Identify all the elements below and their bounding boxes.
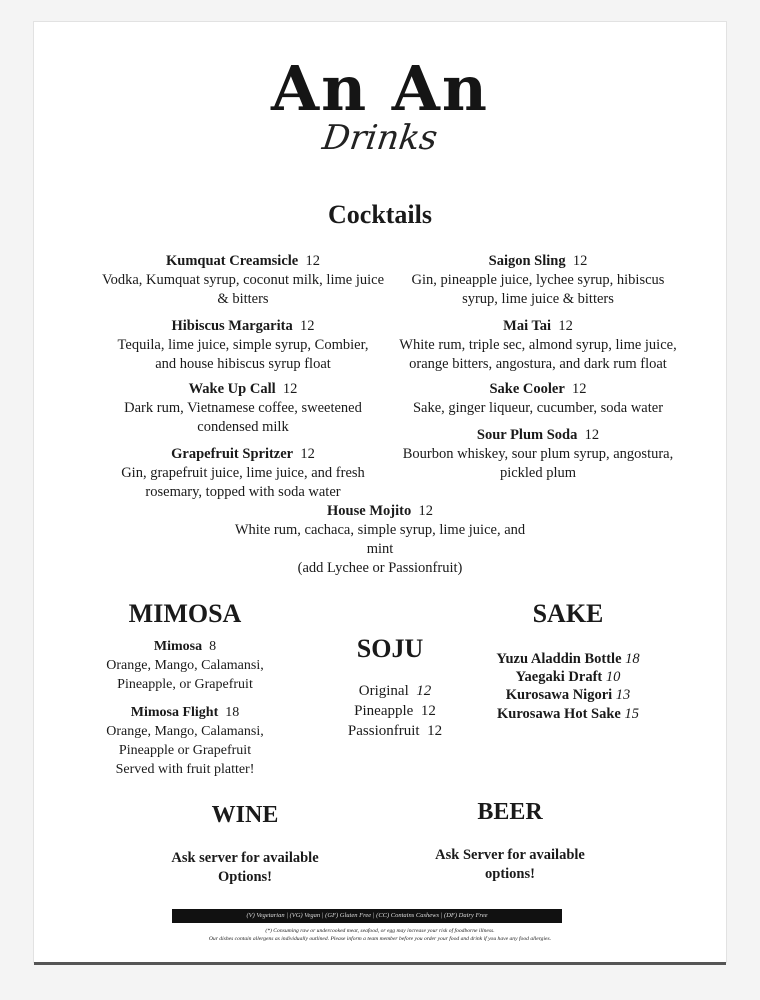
allergen-disclaimer [120, 927, 640, 943]
item-description: mint [366, 541, 394, 557]
item-description: orange bitters, angostura, and dark rum float [409, 356, 667, 372]
item-description: Pineapple or Grapefruit [118, 743, 252, 758]
item-price: 18 [625, 651, 640, 667]
item-description: Sake, ginger liqueur, cucumber, soda water [412, 400, 664, 416]
item-name: Kumquat Creamsicle [166, 253, 299, 269]
item-price: 12 [300, 446, 315, 462]
disclaimer-line: Our dishes contain allergens as individually outlined. Please inform a team member before you order your food and drink if you have any food allergies. [208, 936, 552, 942]
cocktails-title: Cocktails [328, 200, 432, 229]
item-price: 12 [305, 253, 320, 269]
item-name: Passionfruit [347, 723, 420, 739]
item-name: Saigon Sling [488, 253, 566, 269]
menu-item [230, 502, 530, 578]
sake-item [478, 650, 658, 669]
item-description: and house hibiscus syrup float [155, 356, 331, 372]
item-price: 12 [572, 381, 587, 397]
item-price: 12 [558, 318, 573, 334]
menu-item [388, 380, 688, 418]
item-price: 18 [225, 705, 240, 720]
item-description: Gin, pineapple juice, lychee syrup, hibiscus [411, 272, 665, 288]
dietary-legend-bar: (V) Vegetarian | (VG) Vegan | (GF) Gluten Free | (CC) Contains Cashews | (DF) Dairy Free [172, 909, 562, 923]
item-name: Kurosawa Nigori [505, 687, 613, 703]
menu-item [100, 252, 386, 309]
item-name: Yaegaki Draft [515, 669, 603, 685]
note-line: options! [485, 866, 535, 882]
item-description: Served with fruit platter! [115, 762, 255, 777]
item-price: 13 [615, 687, 631, 703]
restaurant-logo: An An [271, 52, 489, 125]
item-description: White rum, cachaca, simple syrup, lime juice, and [234, 522, 526, 538]
soju-item [300, 701, 490, 721]
item-name: Hibiscus Margarita [171, 318, 293, 334]
item-description: Pineapple, or Grapefruit [117, 677, 253, 692]
item-name: Kurosawa Hot Sake [497, 706, 621, 722]
wine-note [140, 849, 350, 887]
beer-note [405, 846, 615, 884]
sake-title: SAKE [532, 599, 604, 628]
item-description: & bitters [217, 291, 269, 307]
item-price: 12 [299, 318, 315, 334]
item-name: Yuzu Aladdin Bottle [496, 651, 622, 667]
item-description: condensed milk [197, 419, 289, 435]
menu-item [388, 426, 688, 483]
wine-title: WINE [211, 802, 279, 828]
item-description: Orange, Mango, Calamansi, [106, 724, 264, 739]
menu-item [388, 317, 688, 374]
item-name: Pineapple [354, 703, 414, 719]
item-name: Grapefruit Spritzer [171, 446, 294, 462]
item-price: 12 [282, 381, 298, 397]
page-edge-line [34, 962, 726, 965]
mimosa-title: MIMOSA [128, 599, 242, 628]
item-description: Gin, grapefruit juice, lime juice, and fresh [121, 465, 365, 481]
item-description: (add Lychee or Passionfruit) [297, 560, 463, 576]
item-name: Mimosa Flight [130, 705, 219, 720]
note-line: Ask Server for available [435, 847, 585, 863]
sake-item [478, 668, 658, 687]
item-name: House Mojito [327, 503, 412, 519]
item-price: 15 [624, 706, 639, 722]
item-description: rosemary, topped with soda water [145, 484, 341, 500]
item-description: pickled plum [499, 465, 577, 481]
item-description: Dark rum, Vietnamese coffee, sweetened [124, 400, 362, 416]
item-name: Original [358, 683, 409, 699]
item-price: 12 [416, 683, 432, 699]
item-description: White rum, triple sec, almond syrup, lime juice, [399, 337, 677, 353]
sake-item [478, 705, 658, 724]
item-name: Mimosa [153, 639, 203, 654]
note-line: Options! [218, 869, 272, 885]
beer-title: BEER [477, 799, 543, 825]
sake-item [478, 686, 658, 705]
item-name: Mai Tai [503, 318, 552, 334]
item-description: Tequila, lime juice, simple syrup, Combier, [117, 337, 369, 353]
item-description: syrup, lime juice & bitters [462, 291, 614, 307]
menu-item [90, 637, 280, 694]
menu-item [100, 445, 386, 502]
item-price: 10 [605, 669, 621, 685]
soju-item [300, 721, 490, 741]
menu-subtitle: Drinks [320, 118, 440, 158]
menu-item [388, 252, 688, 309]
menu-item [100, 380, 386, 437]
item-price: 12 [584, 427, 600, 443]
menu-item [100, 317, 386, 374]
item-name: Sour Plum Soda [476, 427, 578, 443]
soju-title: SOJU [356, 634, 424, 663]
item-price: 12 [420, 703, 436, 719]
menu-item [90, 703, 280, 779]
soju-item [300, 681, 490, 701]
item-description: Orange, Mango, Calamansi, [106, 658, 264, 673]
item-price: 12 [572, 253, 588, 269]
item-name: Sake Cooler [489, 381, 565, 397]
item-price: 12 [427, 723, 443, 739]
item-description: Vodka, Kumquat syrup, coconut milk, lime juice [101, 272, 385, 288]
item-description: Bourbon whiskey, sour plum syrup, angostura, [402, 446, 674, 462]
disclaimer-line: (*) Consuming raw or undercooked meat, seafood, or egg may increase your risk of foodborne illness. [265, 928, 495, 934]
item-name: Wake Up Call [188, 381, 276, 397]
note-line: Ask server for available [171, 850, 319, 866]
item-price: 12 [418, 503, 433, 519]
item-price: 8 [209, 639, 217, 654]
